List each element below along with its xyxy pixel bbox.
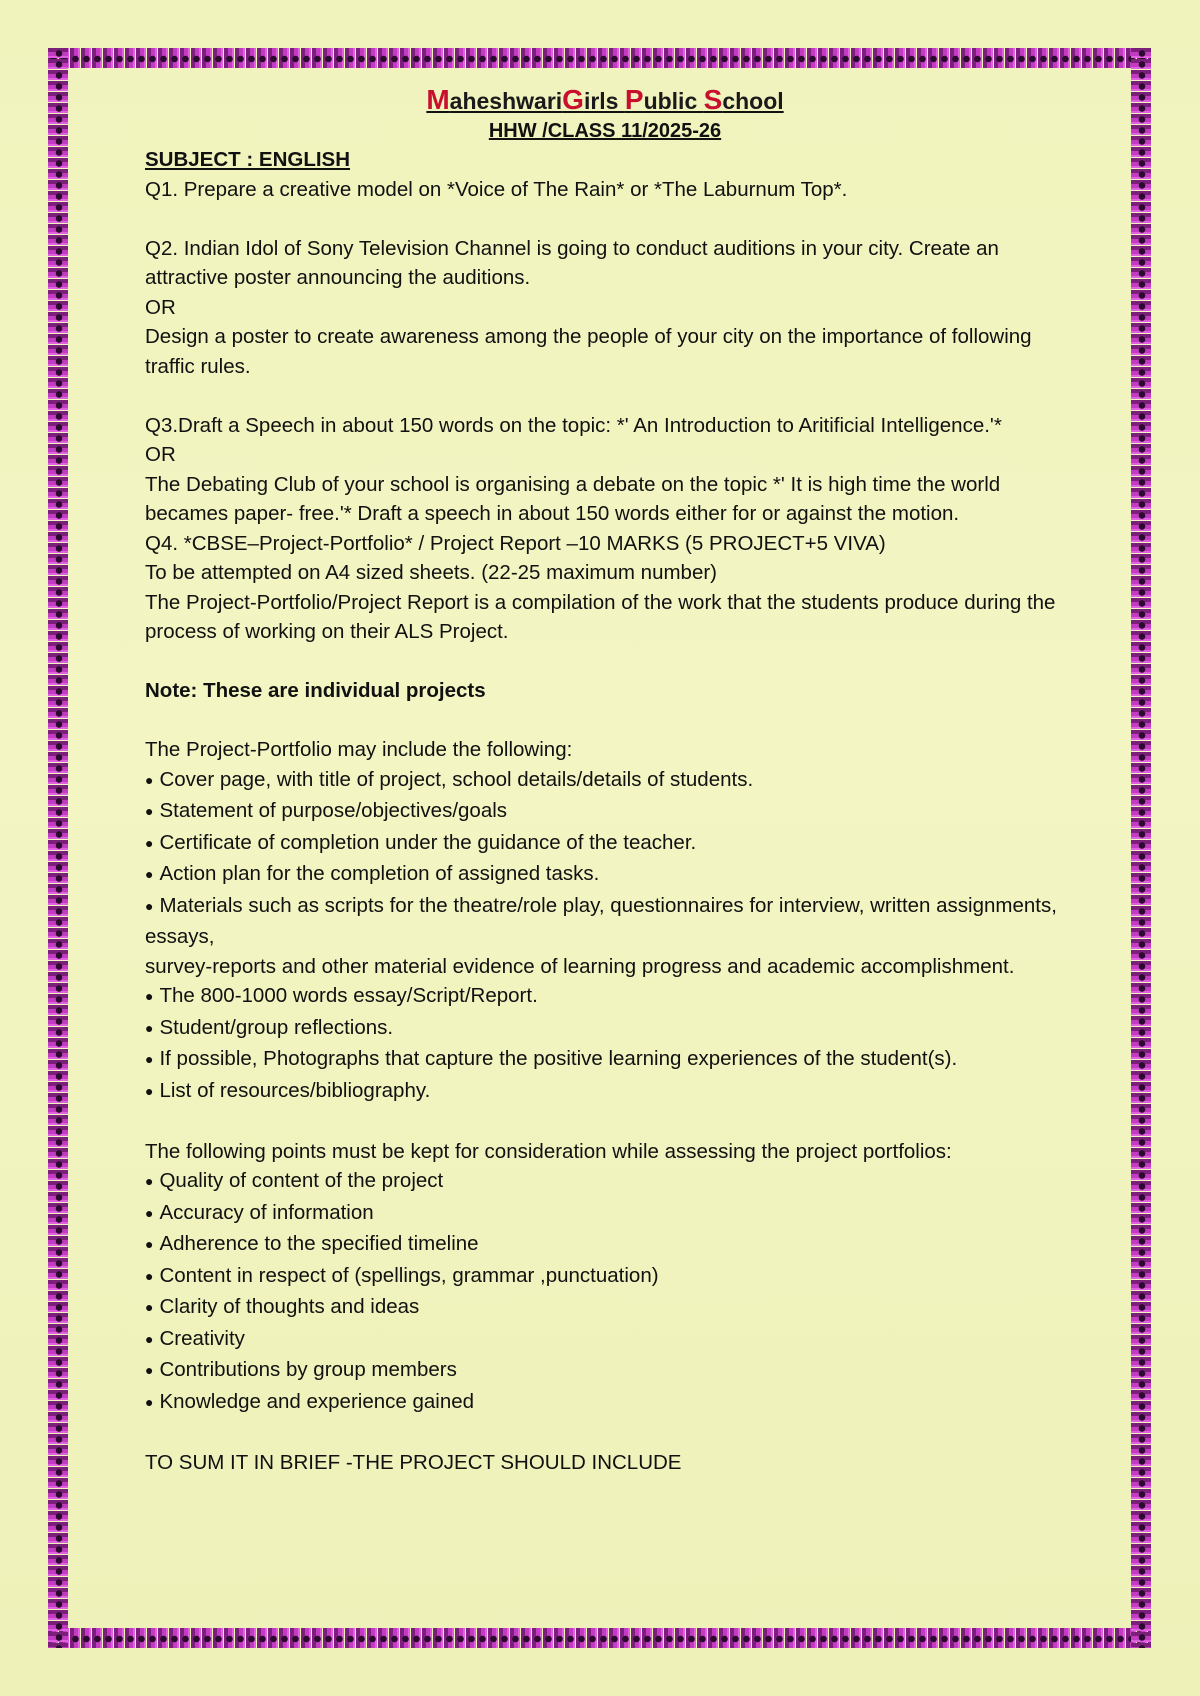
list-item: ● Materials such as scripts for the theatre/role play, questionnaires for interview, written assignments, essays, (145, 891, 1065, 952)
list-item: ● If possible, Photographs that capture the positive learning experiences of the student(s). (145, 1044, 1065, 1076)
document-page (145, 84, 1065, 1477)
list-item: ● The 800-1000 words essay/Script/Report. (145, 981, 1065, 1013)
list-item: ● Contributions by group members (145, 1355, 1065, 1387)
portfolio-intro: The Project-Portfolio may include the following: (145, 738, 573, 761)
or-separator: OR (145, 295, 176, 319)
list-item: ● Creativity (145, 1324, 1065, 1356)
list-item: ● Content in respect of (spellings, grammar ,punctuation) (145, 1261, 1065, 1293)
decorative-border-left (48, 48, 68, 1648)
assessment-list (145, 1166, 1065, 1418)
question-3-alt: The Debating Club of your school is organising a debate on the topic *' It is high time the world becames paper- free.'* Draft a speech in about 150 words either for or against the motion. (145, 472, 1001, 525)
list-item: ● Adherence to the specified timeline (145, 1229, 1065, 1261)
assessment-intro: The following points must be kept for consideration while assessing the project portfolios: (145, 1139, 952, 1163)
title-cap-m: M (426, 84, 450, 115)
list-item: ● Cover page, with title of project, school details/details of students. (145, 765, 1065, 797)
list-item: ● Action plan for the completion of assigned tasks. (145, 859, 1065, 891)
portfolio-continuation: survey-reports and other material evidence of learning progress and academic accomplishment. (145, 954, 1015, 978)
list-item: ● Clarity of thoughts and ideas (145, 1292, 1065, 1324)
list-item: ● Quality of content of the project (145, 1166, 1065, 1198)
portfolio-list-continued (145, 981, 1065, 1107)
portfolio-list (145, 765, 1065, 952)
title-cap-p: P (624, 84, 644, 115)
list-item: ● Knowledge and experience gained (145, 1387, 1065, 1419)
question-3: Q3.Draft a Speech in about 150 words on the topic: *' An Introduction to Aritificial Intelligence.'* (145, 413, 1002, 437)
list-item: ● Statement of purpose/objectives/goals (145, 796, 1065, 828)
class-subtitle: HHW /CLASS 11/2025-26 (488, 120, 722, 142)
question-2: Q2. Indian Idol of Sony Television Channel is going to conduct auditions in your city. Create an attractive poster announcing the auditions. (145, 236, 999, 289)
question-4-instructions: To be attempted on A4 sized sheets. (22-25 maximum number) (145, 561, 718, 584)
list-item: ● Student/group reflections. (145, 1013, 1065, 1045)
note: Note: These are individual projects (145, 679, 486, 702)
question-4-description: The Project-Portfolio/Project Report is a compilation of the work that the students produce during the process of working on their ALS Project. (145, 590, 1056, 643)
question-4: Q4. *CBSE–Project-Portfolio* / Project Report –10 MARKS (5 PROJECT+5 VIVA) (145, 531, 886, 555)
title-cap-g: G (562, 84, 584, 115)
question-2-alt: Design a poster to create awareness among the people of your city on the importance of following traffic rules. (145, 325, 1032, 378)
decorative-border-top (48, 48, 1151, 68)
decorative-border-right (1131, 48, 1151, 1648)
list-item: ● Accuracy of information (145, 1198, 1065, 1230)
list-item: ● Certificate of completion under the guidance of the teacher. (145, 828, 1065, 860)
list-item: ● List of resources/bibliography. (145, 1076, 1065, 1108)
title-cap-s: S (703, 84, 723, 115)
subject-heading: SUBJECT : ENGLISH (145, 148, 351, 171)
question-1: Q1. Prepare a creative model on *Voice of The Rain* or *The Laburnum Top*. (145, 177, 848, 201)
or-separator: OR (145, 443, 176, 466)
decorative-border-bottom (48, 1628, 1151, 1648)
closing-line: TO SUM IT IN BRIEF -THE PROJECT SHOULD INCLUDE (145, 1450, 682, 1474)
school-title: MaheshwariGirls Public School (426, 84, 784, 115)
